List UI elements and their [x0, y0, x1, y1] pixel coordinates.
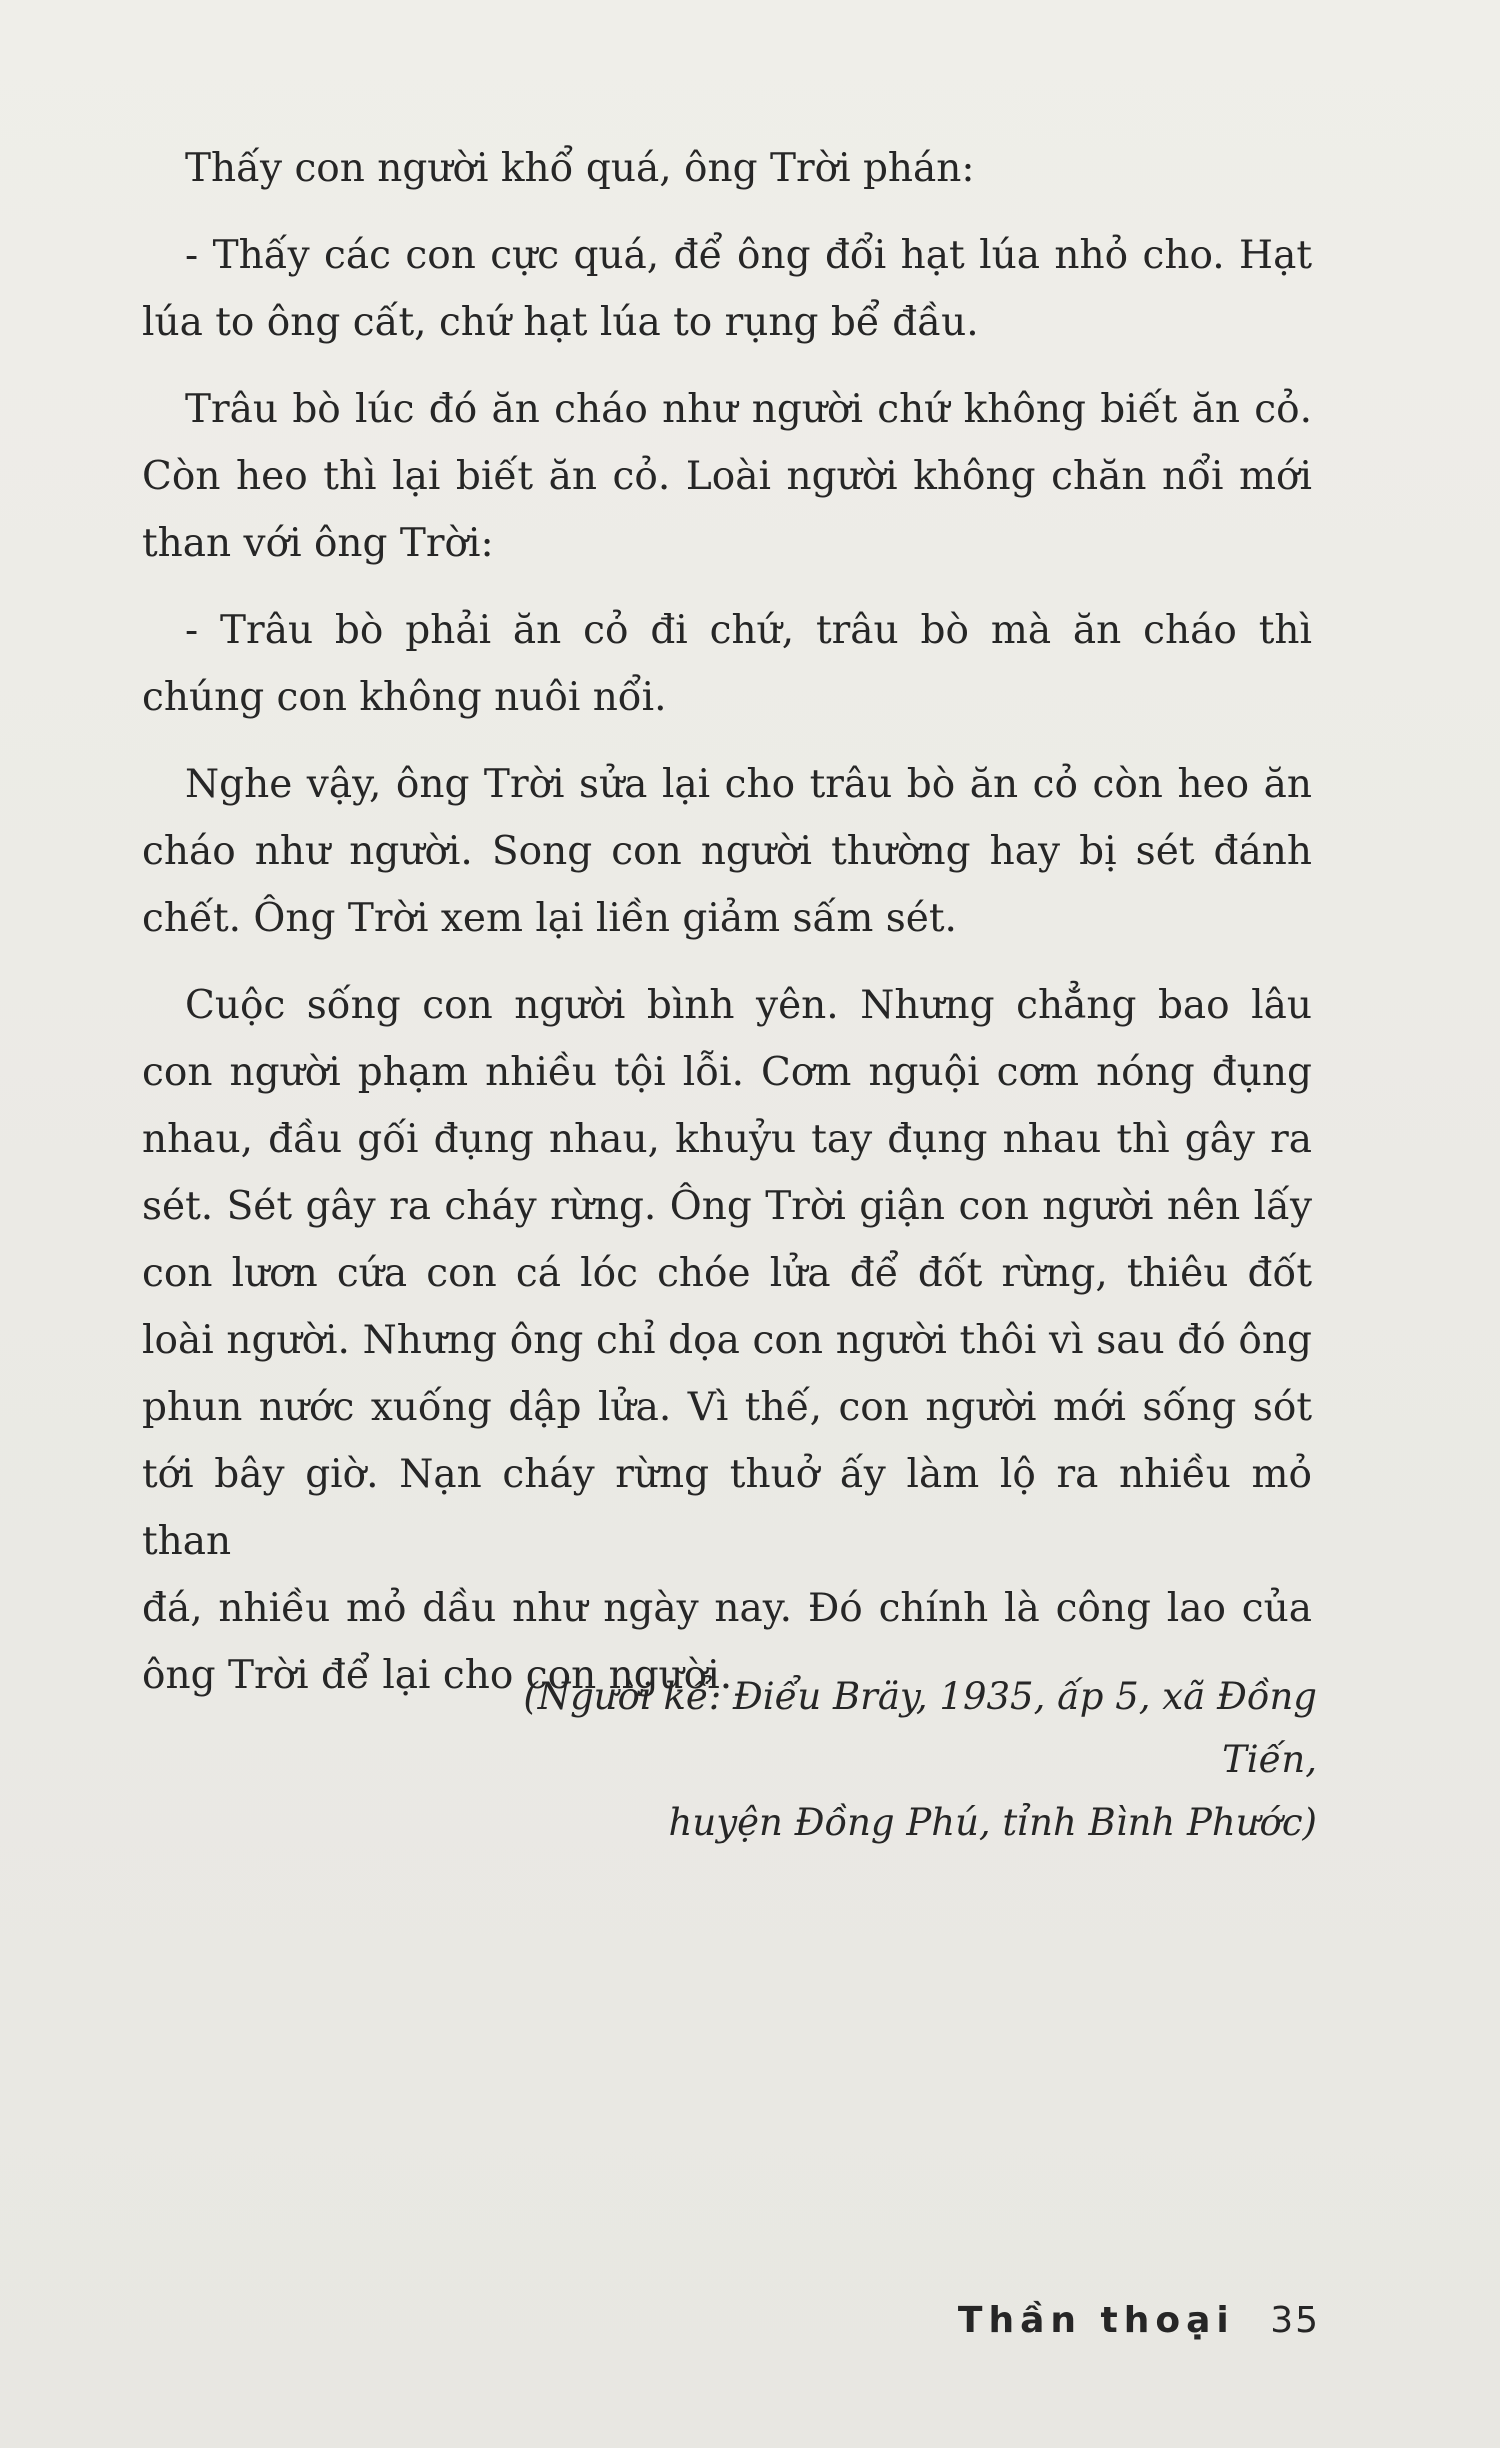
page-number: 35 [1270, 2300, 1320, 2341]
text-line: cháo như người. Song con người thường hay bị sét đánh [142, 829, 1312, 874]
text-line: đá, nhiều mỏ dầu như ngày nay. Đó chính là công lao của [142, 1586, 1312, 1631]
paragraph [142, 222, 1312, 356]
paragraph [142, 751, 1312, 952]
text-line: chúng con không nuôi nổi. [142, 675, 667, 720]
text-line: con lươn cứa con cá lóc chóe lửa để đốt rừng, thiêu đốt [142, 1251, 1312, 1296]
text-line: - Thấy các con cực quá, để ông đổi hạt lúa nhỏ cho. Hạt [185, 233, 1312, 278]
text-line: lúa to ông cất, chứ hạt lúa to rụng bể đầu. [142, 300, 979, 345]
text-line: Thấy con người khổ quá, ông Trời phán: [185, 146, 975, 191]
section-title: Thần thoại [957, 2300, 1235, 2341]
paragraph [142, 597, 1312, 731]
text-line: than với ông Trời: [142, 521, 494, 566]
text-line: tới bây giờ. Nạn cháy rừng thuở ấy làm lộ ra nhiều mỏ than [142, 1452, 1312, 1564]
paragraph [142, 135, 1312, 202]
text-line: ông Trời để lại cho con người. [142, 1653, 733, 1698]
story-text [142, 135, 1312, 1729]
text-line: con người phạm nhiều tội lỗi. Cơm nguội cơm nóng đụng [142, 1050, 1312, 1095]
text-line: nhau, đầu gối đụng nhau, khuỷu tay đụng nhau thì gây ra [142, 1117, 1312, 1162]
text-line: sét. Sét gây ra cháy rừng. Ông Trời giận con người nên lấy [142, 1184, 1312, 1229]
text-line: loài người. Nhưng ông chỉ dọa con người thôi vì sau đó ông [142, 1318, 1312, 1363]
text-line: Cuộc sống con người bình yên. Nhưng chẳng bao lâu [185, 983, 1312, 1028]
text-line: Nghe vậy, ông Trời sửa lại cho trâu bò ăn cỏ còn heo ăn [185, 762, 1312, 807]
source-citation [417, 1665, 1317, 1854]
text-line: Trâu bò lúc đó ăn cháo như người chứ không biết ăn cỏ. [185, 387, 1312, 432]
paragraph [142, 376, 1312, 577]
text-line: Còn heo thì lại biết ăn cỏ. Loài người không chăn nổi mới [142, 454, 1312, 499]
page-footer [900, 2300, 1320, 2341]
text-line: chết. Ông Trời xem lại liền giảm sấm sét. [142, 896, 957, 941]
source-line-2: huyện Đồng Phú, tỉnh Bình Phước) [668, 1801, 1317, 1844]
text-line: phun nước xuống dập lửa. Vì thế, con người mới sống sót [142, 1385, 1312, 1430]
source-line-1: (Người kể: Điểu Bräy, 1935, ấp 5, xã Đồng Tiến, [523, 1675, 1317, 1781]
paragraph [142, 972, 1312, 1709]
text-line: - Trâu bò phải ăn cỏ đi chứ, trâu bò mà ăn cháo thì [185, 608, 1312, 653]
